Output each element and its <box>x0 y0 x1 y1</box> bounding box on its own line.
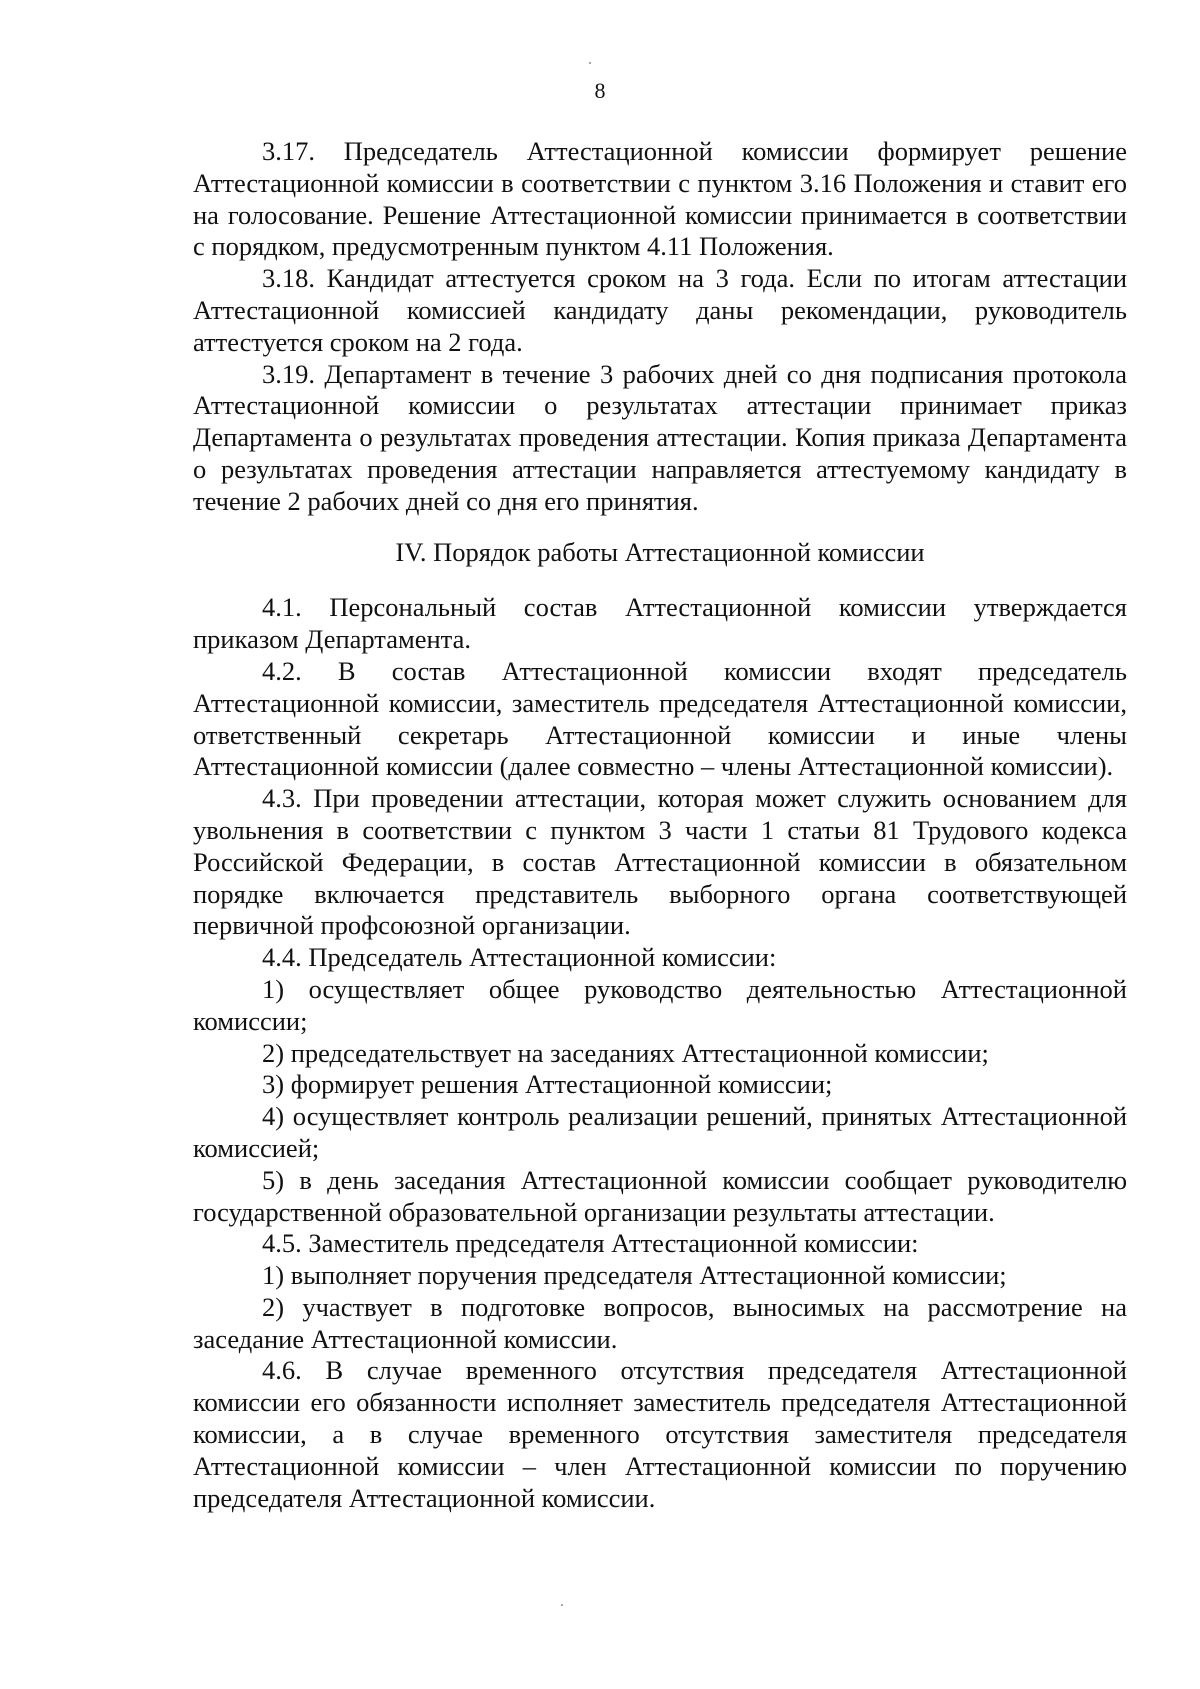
scan-speck <box>561 1604 563 1606</box>
list-item-4-4-4: 4) осуществляет контроль реализации решений, принятых Аттестационной комиссией; <box>193 1101 1127 1163</box>
document-body <box>193 136 1127 1514</box>
section-heading: IV. Порядок работы Аттестационной комиссии <box>395 536 925 567</box>
paragraph-4-1: 4.1. Персональный состав Аттестационной комиссии утверждается приказом Департамента. <box>193 592 1127 655</box>
paragraph-3-17: 3.17. Председатель Аттестационной комиссии формирует решение Аттестационной комиссии в соответствии с пунктом 3.16 Положения и ставит его на голосование. Решение Аттестационной комиссии принимается в соответствии с порядком, предусмотренным пунктом 4.11 Положения. <box>193 136 1127 262</box>
paragraph-4-3: 4.3. При проведении аттестации, которая может служить основанием для увольнения в соответствии с пунктом 3 части 1 статьи 81 Трудового кодекса Российской Федерации, в состав Аттестационной комиссии в обязательном порядке включается представитель выборного органа соответствующей первичной профсоюзной организации. <box>193 783 1127 941</box>
list-item-4-5-1: 1) выполняет поручения председателя Аттестационной комиссии; <box>262 1260 1007 1291</box>
list-item-4-4-2: 2) председательствует на заседаниях Аттестационной комиссии; <box>262 1037 989 1068</box>
paragraph-4-6: 4.6. В случае временного отсутствия председателя Аттестационной комиссии его обязанности исполняет заместитель председателя Аттестационной комиссии, а в случае временного отсутствия заместителя председателя Аттестационной комиссии – член Аттестационной комиссии по поручению председателя Аттестационной комиссии. <box>193 1355 1127 1513</box>
list-item-4-4-5: 5) в день заседания Аттестационной комиссии сообщает руководителю государственной образовательной организации результаты аттестации. <box>193 1164 1127 1227</box>
list-item-4-4-1: 1) осуществляет общее руководство деятельностью Аттестационной комиссии; <box>193 973 1127 1036</box>
list-item-4-4-3: 3) формирует решения Аттестационной комиссии; <box>262 1069 833 1100</box>
paragraph-4-4: 4.4. Председатель Аттестационной комиссии: <box>262 942 777 973</box>
scan-speck <box>589 62 591 64</box>
paragraph-3-19: 3.19. Департамент в течение 3 рабочих дней со дня подписания протокола Аттестационной комиссии о результатах аттестации принимает приказ Департамента о результатах проведения аттестации. Копия приказа Департамента о результатах проведения аттестации направляется аттестуемому кандидату в течение 2 рабочих дней со дня его принятия. <box>193 358 1127 516</box>
paragraph-4-5: 4.5. Заместитель председателя Аттестационной комиссии: <box>262 1228 919 1259</box>
paragraph-3-18: 3.18. Кандидат аттестуется сроком на 3 года. Если по итогам аттестации Аттестационной комиссией кандидату даны рекомендации, руководитель аттестуется сроком на 2 года. <box>193 263 1127 357</box>
list-item-4-5-2: 2) участвует в подготовке вопросов, выносимых на рассмотрение на заседание Аттестационной комиссии. <box>193 1291 1127 1354</box>
paragraph-4-2: 4.2. В состав Аттестационной комиссии входят председатель Аттестационной комиссии, заместитель председателя Аттестационной комиссии, ответственный секретарь Аттестационной комиссии и иные члены Аттестационной комиссии (далее совместно – члены Аттестационной комиссии). <box>193 655 1127 782</box>
page-number: 8 <box>594 78 606 103</box>
